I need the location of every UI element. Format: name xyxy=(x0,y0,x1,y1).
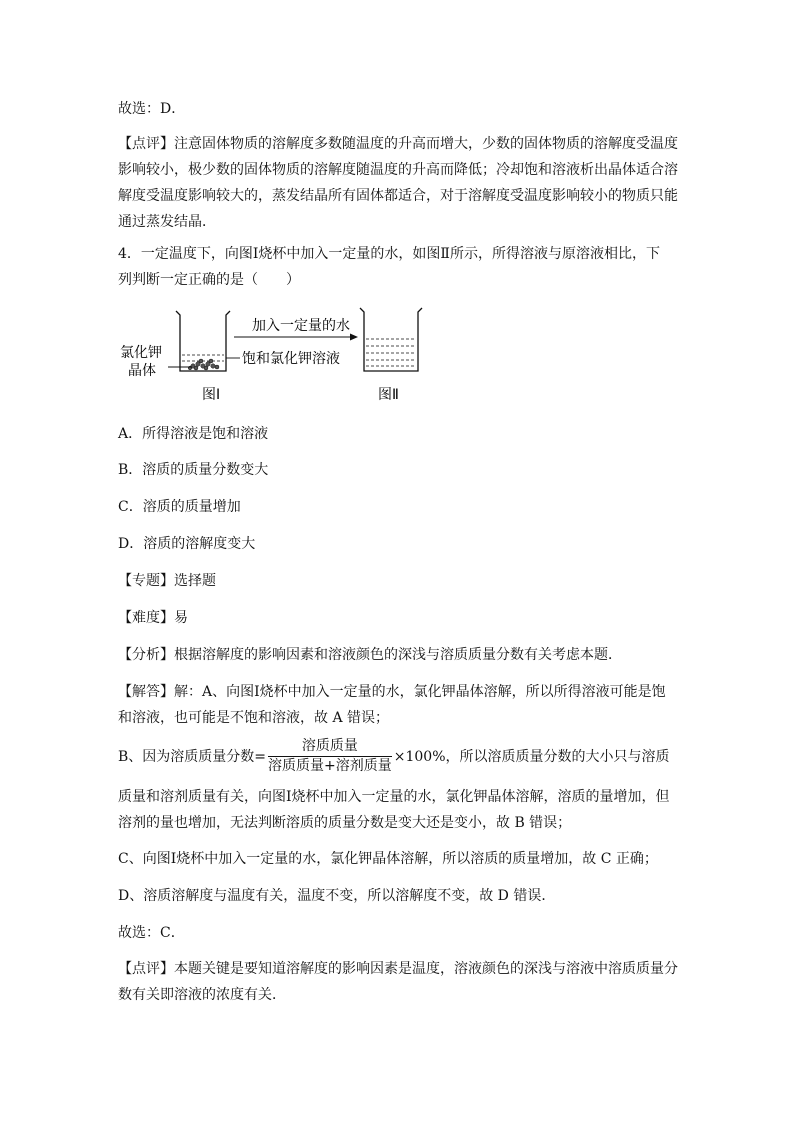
figure-2-caption: 图Ⅱ xyxy=(378,387,399,403)
figure-1-caption: 图Ⅰ xyxy=(202,387,221,403)
comment-line: 数有关即溶液的浓度有关． xyxy=(118,987,286,1003)
answer-b-prefix: B、因为溶质质量分数= xyxy=(118,748,267,765)
prev-comment-line: 影响较小，极少数的固体物质的溶解度随温度的升高而降低；冷却饱和溶液析出晶体适合溶 xyxy=(118,162,678,178)
beaker-2 xyxy=(360,308,422,371)
question-line: 列判断一定正确的是（ ） xyxy=(118,272,300,288)
difficulty-label: 【难度】易 xyxy=(118,610,188,626)
answer-b-first-line xyxy=(118,738,678,775)
analysis-text: 【分析】根据溶解度的影响因素和溶液颜色的深浅与溶质质量分数有关考虑本题． xyxy=(118,647,622,663)
prev-comment xyxy=(118,131,678,235)
comment-line: 【点评】本题关键是要知道溶解度的影响因素是温度，溶液颜色的深浅与溶液中溶质质量分 xyxy=(118,961,678,977)
beaker-figure xyxy=(118,305,438,405)
solution-label: 饱和氯化钾溶液 xyxy=(242,351,340,367)
crystal-label-line-2: 晶体 xyxy=(128,363,156,379)
answer-b-line: 质量和溶剂质量有关，向图Ⅰ烧杯中加入一定量的水，氯化钾晶体溶解，溶质的量增加，但 xyxy=(118,789,670,805)
answer-b-suffix: ×100%，所以溶质质量分数的大小只与溶质 xyxy=(393,748,670,765)
question-line: 4．一定温度下，向图Ⅰ烧杯中加入一定量的水，如图Ⅱ所示，所得溶液与原溶液相比，下 xyxy=(118,246,660,262)
topic-label: 【专题】选择题 xyxy=(118,573,216,589)
answer-line: 【解答】解：A、向图Ⅰ烧杯中加入一定量的水，氯化钾晶体溶解，所以所得溶液可能是饱 xyxy=(118,684,666,700)
prev-answer-choice: 故选：D． xyxy=(118,101,186,117)
prev-comment-line: 【点评】注意固体物质的溶解度多数随温度的升高而增大，少数的固体物质的溶解度受温度 xyxy=(118,136,678,152)
fraction-denominator: 溶质质量+溶剂质量 xyxy=(268,758,392,774)
final-choice: 故选：C． xyxy=(118,925,185,941)
comment-text xyxy=(118,956,678,1008)
prev-comment-line: 通过蒸发结晶． xyxy=(118,214,216,230)
crystal-label-line-1: 氯化钾 xyxy=(120,345,162,361)
fraction-numerator: 溶质质量 xyxy=(268,738,392,757)
option-c: C．溶质的质量增加 xyxy=(118,499,241,515)
beaker-1 xyxy=(176,311,230,371)
prev-comment-line: 解度受温度影响较大的，蒸发结晶所有固体都适合，对于溶解度受温度影响较小的物质只能 xyxy=(118,188,678,204)
answer-c-line: C、向图Ⅰ烧杯中加入一定量的水，氯化钾晶体溶解，所以溶质的质量增加，故 C 正确； xyxy=(118,851,658,867)
option-a: A．所得溶液是饱和溶液 xyxy=(118,426,269,442)
option-b: B．溶质的质量分数变大 xyxy=(118,462,269,478)
arrow-label: 加入一定量的水 xyxy=(252,318,350,334)
answer-b-rest xyxy=(118,784,678,836)
question-4 xyxy=(118,241,678,293)
beaker-diagram xyxy=(118,305,438,405)
option-d: D．溶质的溶解度变大 xyxy=(118,536,256,552)
answer-d-line: D、溶质溶解度与温度有关，温度不变，所以溶解度不变，故 D 错误． xyxy=(118,888,556,904)
answer-b-line: 溶剂的量也增加，无法判断溶质的质量分数是变大还是变小，故 B 错误； xyxy=(118,815,572,831)
mass-fraction-formula xyxy=(268,738,392,775)
answer-text xyxy=(118,679,678,731)
answer-line: 和溶液，也可能是不饱和溶液，故 A 错误； xyxy=(118,710,390,726)
